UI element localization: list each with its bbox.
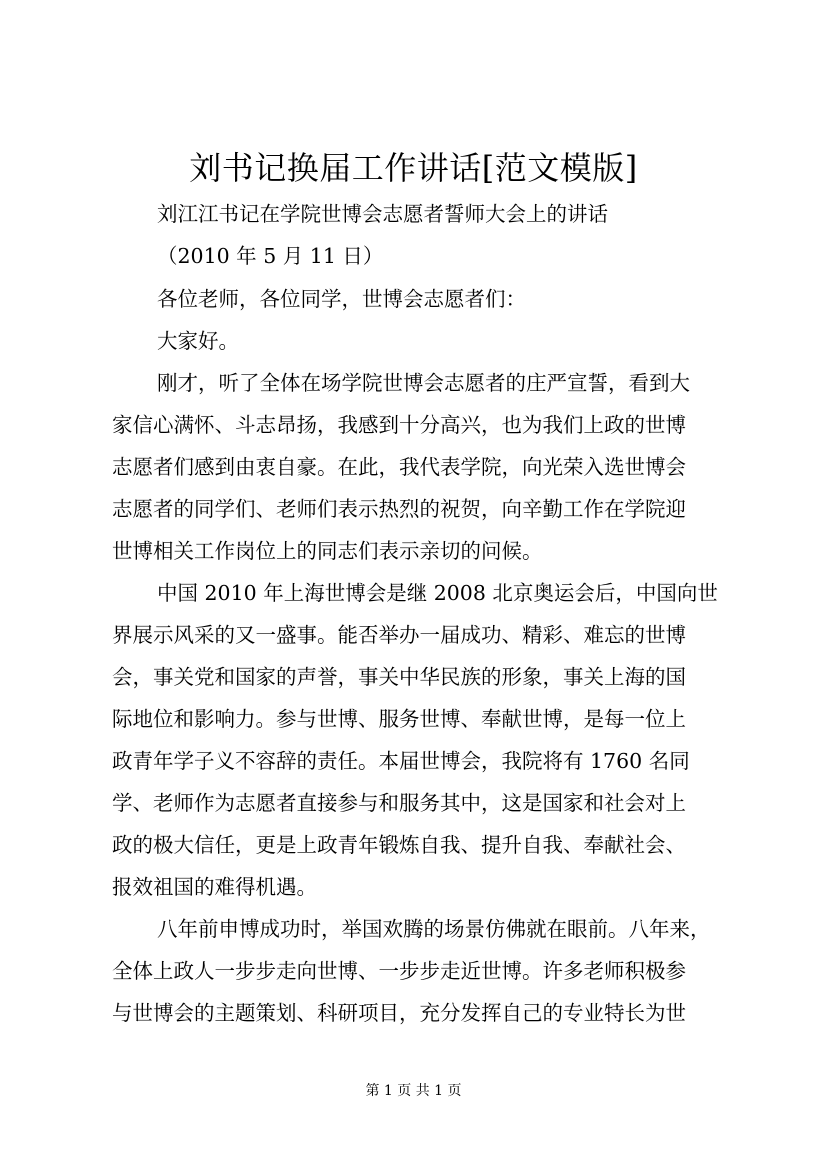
paragraph-line: 政的极大信任，更是上政青年锻炼自我、提升自我、奉献社会、 [112,833,686,857]
date-line: （2010 年 5 月 11 日） [157,244,384,268]
paragraph-line: 政青年学子义不容辞的责任。本届世博会，我院将有 1760 名同 [112,749,690,773]
paragraph-line: 家信心满怀、斗志昂扬，我感到十分高兴，也为我们上政的世博 [112,413,686,437]
paragraph-line: 志愿者们感到由衷自豪。在此，我代表学院，向光荣入选世博会 [112,455,686,479]
paragraph-line: 界展示风采的又一盛事。能否举办一届成功、精彩、难忘的世博 [112,623,686,647]
document-title: 刘书记换届工作讲话[范文模版] [189,149,638,187]
paragraph-line: 刚才，听了全体在场学院世博会志愿者的庄严宣誓，看到大 [157,371,690,395]
paragraph-line: 际地位和影响力。参与世博、服务世博、奉献世博，是每一位上 [112,707,686,731]
paragraph-line: 与世博会的主题策划、科研项目，充分发挥自己的专业特长为世 [112,1001,686,1025]
paragraph-line: 八年前申博成功时，举国欢腾的场景仿佛就在眼前。八年来， [157,917,711,941]
paragraph-line: 学、老师作为志愿者直接参与和服务其中，这是国家和社会对上 [112,791,686,815]
paragraph-line: 会，事关党和国家的声誉，事关中华民族的形象，事关上海的国 [112,665,686,689]
paragraph-line: 报效祖国的难得机遇。 [112,875,317,899]
greeting-line: 大家好。 [157,329,239,353]
paragraph-line: 志愿者的同学们、老师们表示热烈的祝贺，向辛勤工作在学院迎 [112,497,686,521]
paragraph-line: 世博相关工作岗位上的同志们表示亲切的问候。 [112,539,543,563]
subtitle-line: 刘江江书记在学院世博会志愿者誓师大会上的讲话 [157,202,608,226]
paragraph-line: 中国 2010 年上海世博会是继 2008 北京奥运会后，中国向世 [157,581,718,605]
paragraph-line: 全体上政人一步步走向世博、一步步走近世博。许多老师积极参 [112,959,686,983]
salutation-line: 各位老师，各位同学，世博会志愿者们： [157,287,526,311]
page-footer: 第 1 页 共 1 页 [365,1083,462,1099]
